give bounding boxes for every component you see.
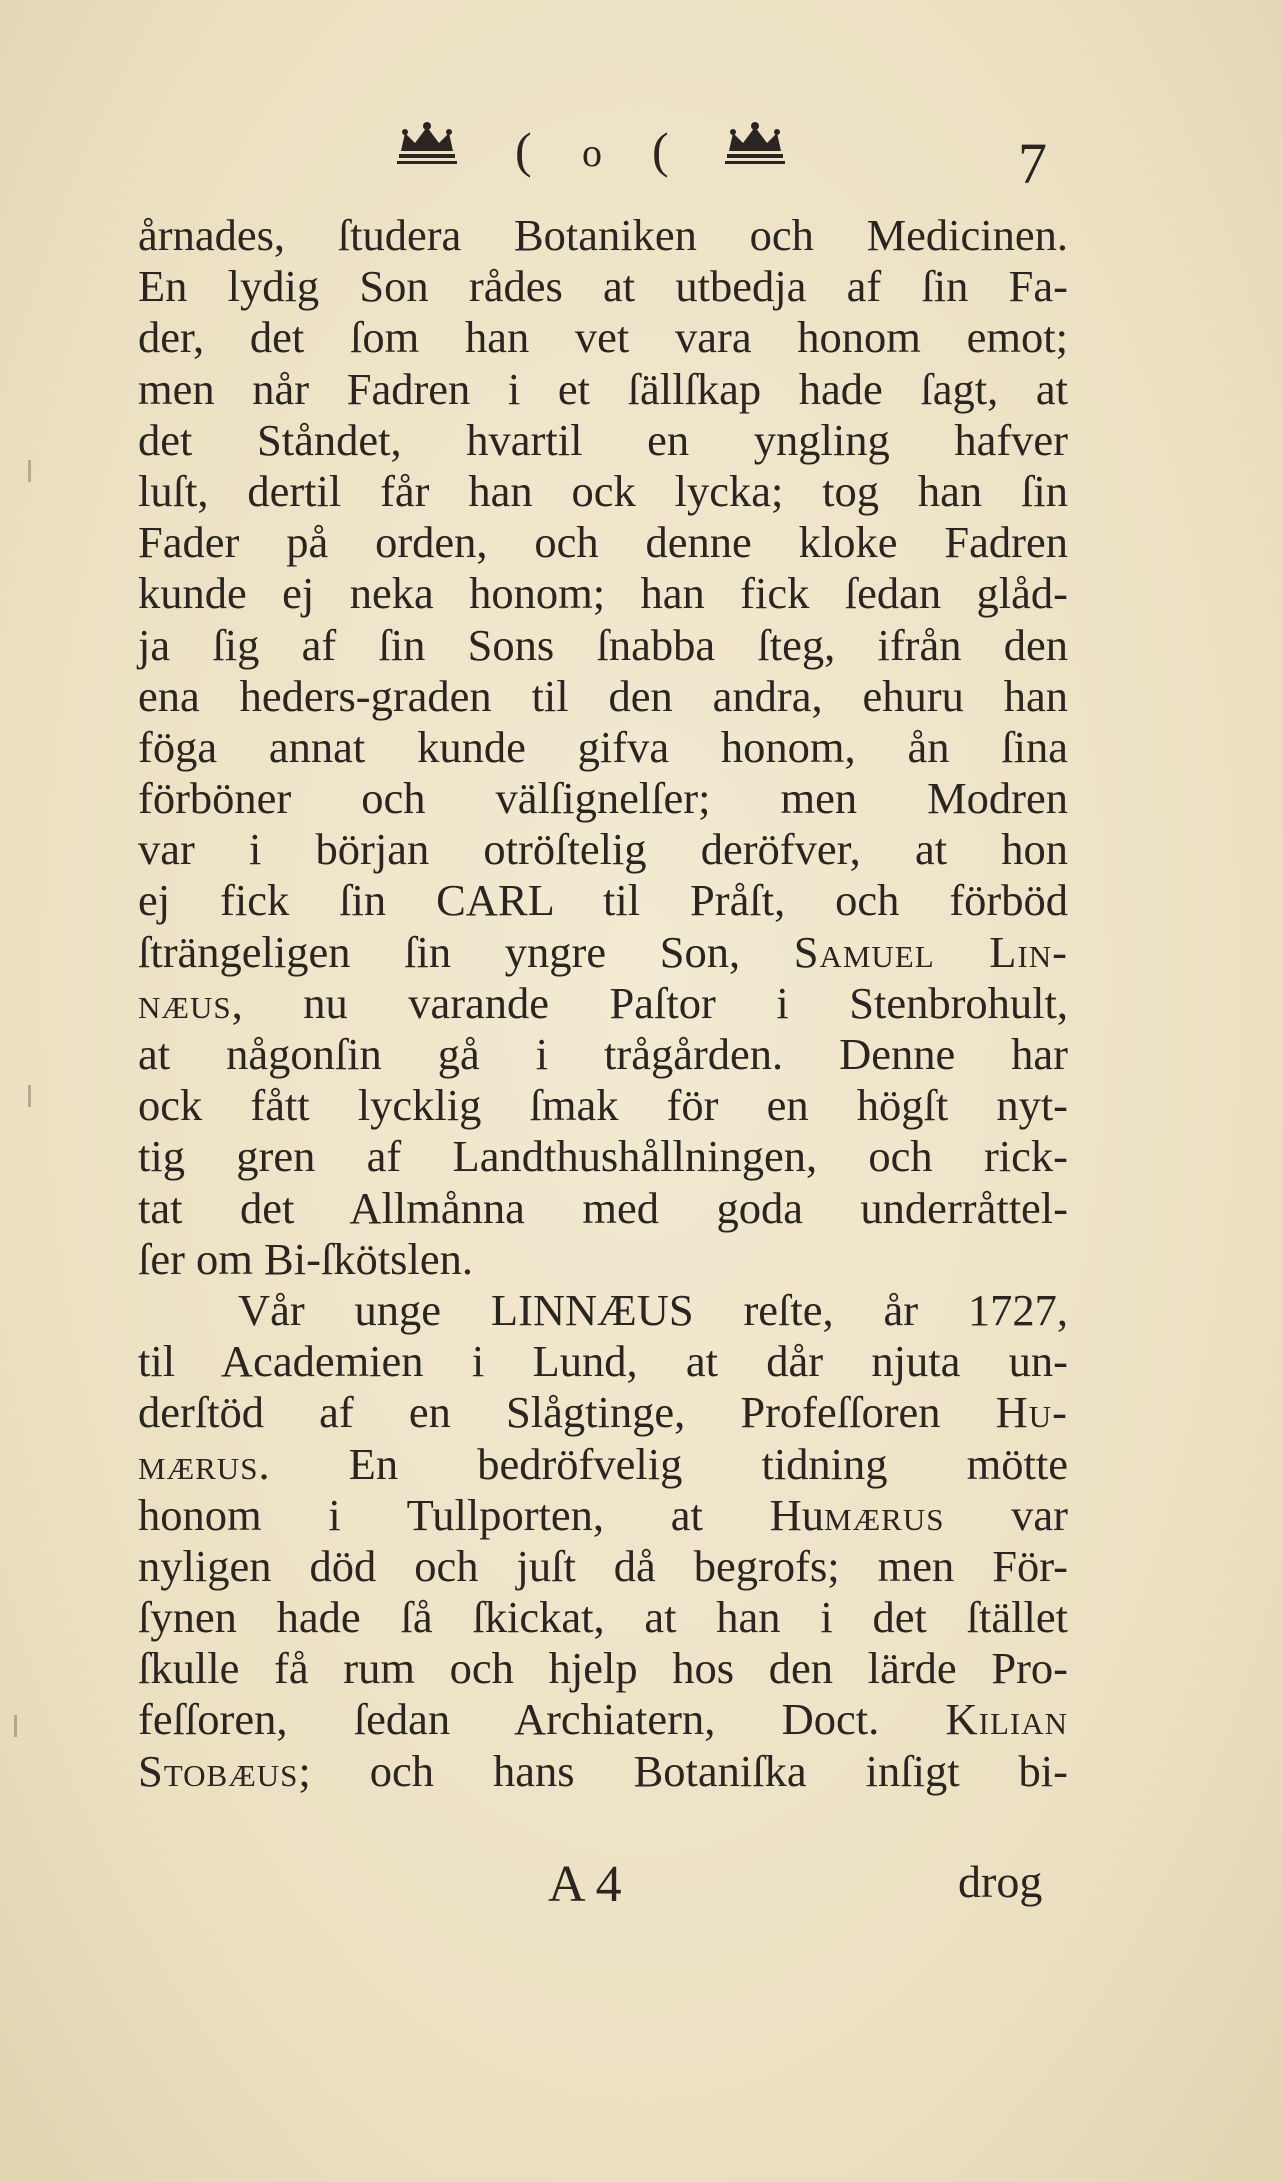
- text-line: men når Fadren i et ſällſkap hade ſagt, at: [138, 363, 1068, 414]
- crown-ornament-icon: [723, 121, 787, 167]
- text-line: ja ſig af ſin Sons ſnabba ſteg, ifrån den: [138, 619, 1068, 670]
- header-ornament-left: (: [515, 122, 532, 178]
- text-line: Vår unge LINNÆUS reſte, år 1727,: [238, 1284, 1068, 1335]
- page-header: [0, 115, 1283, 195]
- text-line: ej fick ſin CARL til Pråſt, och förböd: [138, 875, 1068, 926]
- margin-mark: [14, 1715, 17, 1737]
- text-line: næus, nu varande Paſtor i Stenbrohult,: [138, 977, 1068, 1028]
- text-line: föga annat kunde gifva honom, ån ſina: [138, 721, 1068, 772]
- text-line: ſer om Bi-ſkötslen.: [138, 1233, 473, 1284]
- text-line: kunde ej neka honom; han fick ſedan glåd-: [138, 568, 1068, 619]
- text-line: feſſoren, ſedan Archiatern, Doct. Kilian: [138, 1694, 1068, 1745]
- text-line: nyligen död och juſt då begrofs; men För-: [138, 1540, 1068, 1591]
- text-line: var i början otröſtelig deröfver, at hon: [138, 824, 1068, 875]
- header-ornament-right: (: [652, 122, 669, 178]
- text-line: det Ståndet, hvartil en yngling hafver: [138, 414, 1068, 465]
- text-line: tig gren af Landthushållningen, och rick-: [138, 1131, 1068, 1182]
- text-line: ſynen hade ſå ſkickat, at han i det ſtället: [138, 1592, 1068, 1643]
- text-line: årnades, ſtudera Botaniken och Medicinen.: [138, 210, 1068, 260]
- body-text: [138, 210, 1068, 1797]
- header-ornament-center: o: [582, 130, 602, 175]
- catchword: drog: [958, 1856, 1043, 1907]
- text-line: at någonſin gå i trågården. Denne har: [138, 1029, 1068, 1079]
- text-line: En lydig Son rådes at utbedja af ſin Fa-: [138, 261, 1068, 312]
- text-line: ena heders-graden til den andra, ehuru han: [138, 670, 1068, 721]
- text-line: der, det ſom han vet vara honom emot;: [138, 312, 1068, 363]
- page-footer: [0, 1855, 1283, 1915]
- text-line: derſtöd af en Slågtinge, Profeſſoren Hu-: [138, 1387, 1068, 1438]
- text-line: ſkulle få rum och hjelp hos den lärde Pro-: [138, 1643, 1068, 1694]
- text-line: honom i Tullporten, at Humærus var: [138, 1489, 1069, 1540]
- margin-mark: [28, 1085, 31, 1107]
- text-line: luſt, dertil får han ock lycka; tog han ſin: [138, 465, 1068, 516]
- text-line: til Academien i Lund, at dår njuta un-: [138, 1336, 1068, 1387]
- page-number: 7: [1018, 131, 1047, 196]
- signature-mark: A 4: [548, 1856, 622, 1913]
- text-line: ock fått lycklig ſmak för en högſt nyt-: [138, 1080, 1068, 1131]
- text-line: ſträngeligen ſin yngre Son, Samuel Lin-: [138, 926, 1068, 977]
- text-line: tat det Allmånna med goda underråttel-: [138, 1182, 1068, 1233]
- text-line: Stobæus; och hans Botaniſka inſigt bi-: [138, 1745, 1068, 1796]
- text-line: förböner och välſignelſer; men Modren: [138, 773, 1068, 824]
- text-line: Fader på orden, och denne kloke Fadren: [138, 517, 1068, 568]
- margin-mark: [28, 460, 31, 482]
- crown-ornament-icon: [395, 121, 459, 167]
- text-line: mærus. En bedröfvelig tidning mötte: [138, 1438, 1068, 1489]
